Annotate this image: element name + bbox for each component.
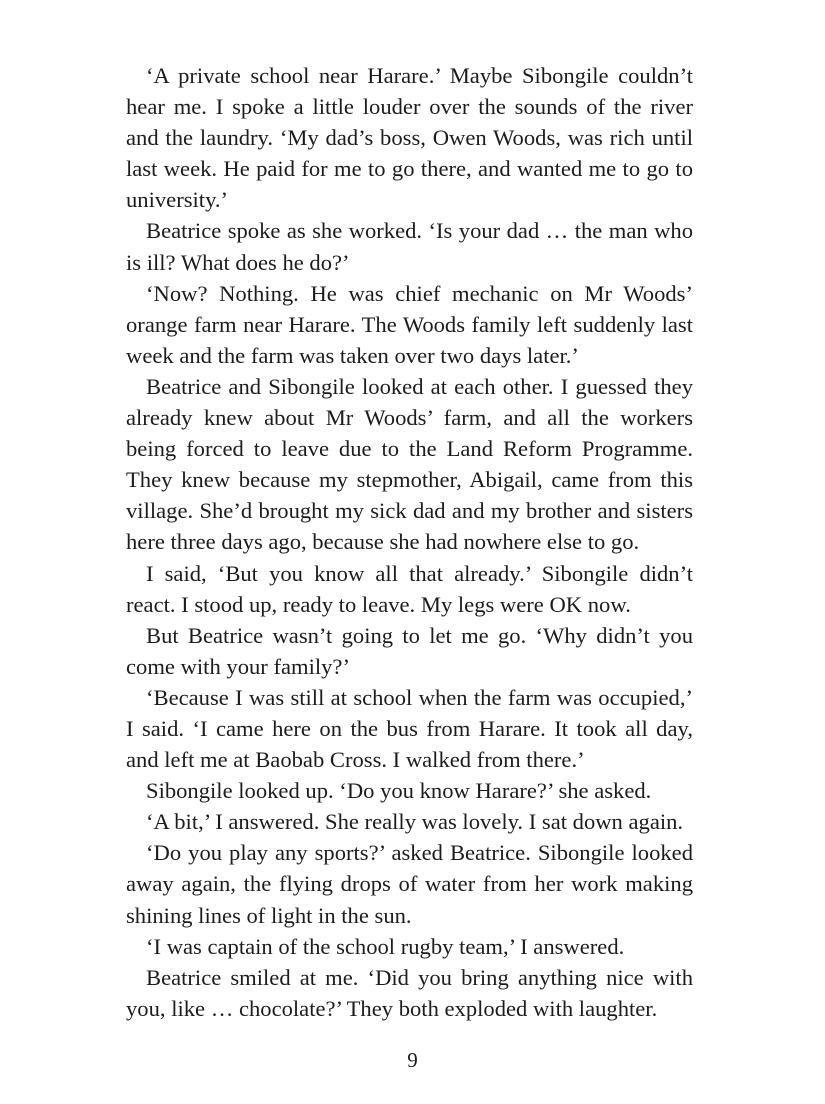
paragraph-4: Beatrice and Sibongile looked at each other. I guessed they already knew about Mr Woods’ farm, and all the workers being forced to leave due to the Land Reform Programme. They knew because my stepmother, Abigail, came from this village. She’d brought my sick dad and my brother and sisters here three days ago, because she had nowhere else to go. [126,373,693,555]
paragraph-6: But Beatrice wasn’t going to let me go. ‘Why didn’t you come with your family?’ [126,622,693,679]
paragraph-9: ‘A bit,’ I answered. She really was lovely. I sat down again. [146,809,684,835]
paragraph-1: ‘A private school near Harare.’ Maybe Sibongile couldn’t hear me. I spoke a little louder over the sounds of the river and the laundry. ‘My dad’s boss, Owen Woods, was rich until last week. He paid for me to go there, and wanted me to go to university.’ [126,63,693,213]
paragraph-11: ‘I was captain of the school rugby team,’ I answered. [146,933,625,959]
page-number: 9 [407,1048,418,1072]
body-text [126,60,693,1024]
paragraph-10: ‘Do you play any sports?’ asked Beatrice. Sibongile looked away again, the flying drops of water from her work making shining lines of light in the sun. [126,840,693,928]
paragraph-3: ‘Now? Nothing. He was chief mechanic on Mr Woods’ orange farm near Harare. The Woods family left suddenly last week and the farm was taken over two days later.’ [126,280,693,368]
paragraph-8: Sibongile looked up. ‘Do you know Harare?’ she asked. [146,778,652,804]
paragraph-2: Beatrice spoke as she worked. ‘Is your dad … the man who is ill? What does he do?’ [126,218,693,275]
paragraph-7: ‘Because I was still at school when the farm was occupied,’ I said. ‘I came here on the bus from Harare. It took all day, and left me at Baobab Cross. I walked from there.’ [126,684,693,773]
paragraph-5: I said, ‘But you know all that already.’ Sibongile didn’t react. I stood up, ready to leave. My legs were OK now. [126,560,693,617]
paragraph-12: Beatrice smiled at me. ‘Did you bring anything nice with you, like … chocolate?’ They both exploded with laughter. [126,964,693,1021]
